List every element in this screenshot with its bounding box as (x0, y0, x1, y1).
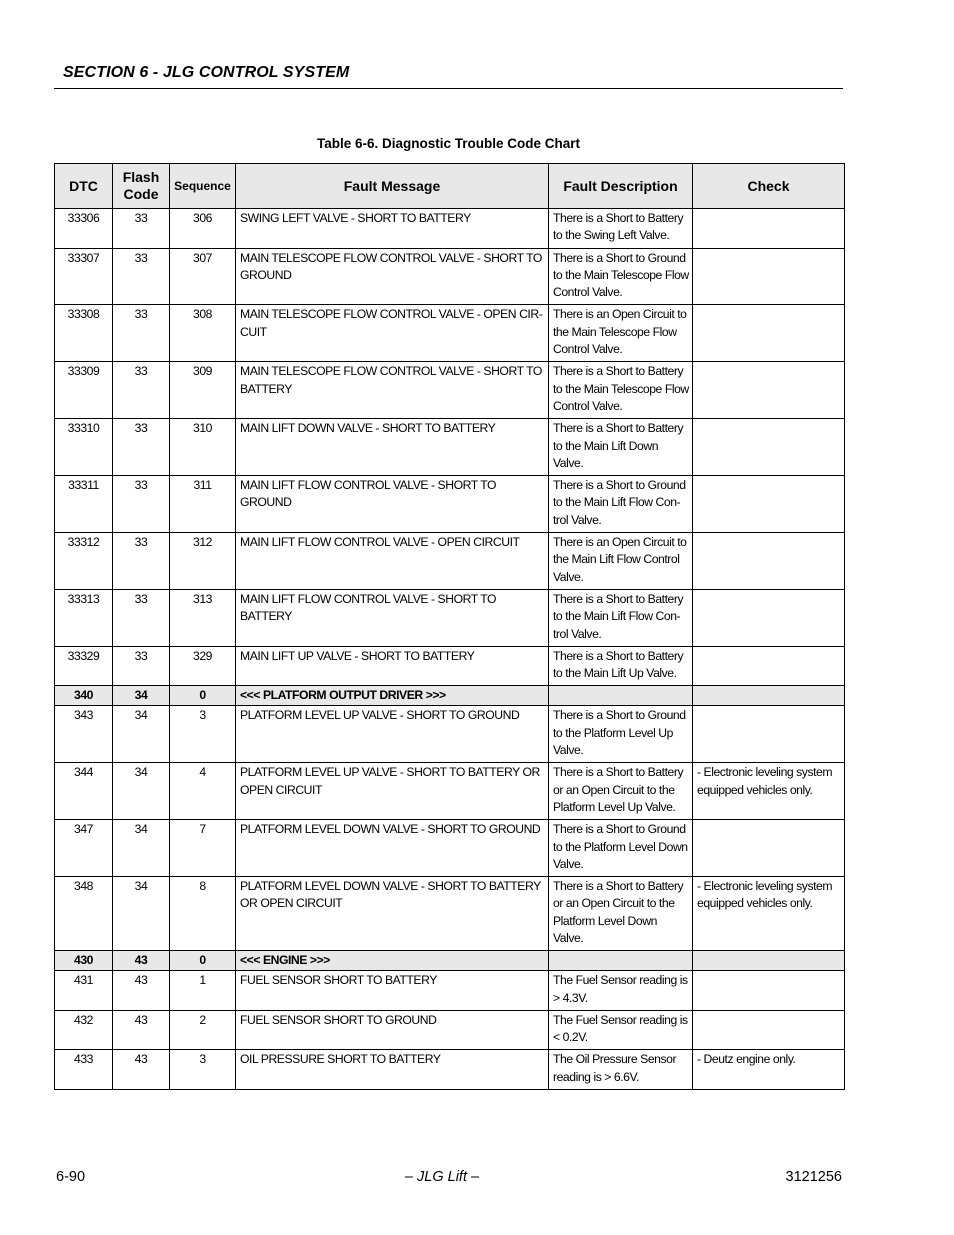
cell-fault-message: PLATFORM LEVEL DOWN VALVE - SHORT TO BATTERY OR OPEN CIRCUIT (236, 877, 549, 951)
cell-sequence: 7 (170, 820, 236, 877)
cell-check (693, 706, 845, 763)
section-header: SECTION 6 - JLG CONTROL SYSTEM (63, 64, 350, 81)
cell-dtc: 33313 (55, 589, 113, 646)
table-row (55, 305, 845, 362)
cell-fault-description (549, 686, 693, 706)
page-number: 6-90 (56, 1169, 86, 1185)
cell-dtc: 340 (55, 686, 113, 706)
table-row (55, 476, 845, 533)
cell-flash-code: 43 (113, 951, 170, 971)
cell-sequence: 2 (170, 1010, 236, 1050)
cell-sequence: 312 (170, 533, 236, 590)
cell-dtc: 343 (55, 706, 113, 763)
cell-flash-code: 34 (113, 877, 170, 951)
column-header-flash-code (113, 164, 170, 209)
cell-flash-code: 33 (113, 533, 170, 590)
cell-check: - Deutz engine only. (693, 1050, 845, 1090)
cell-sequence: 1 (170, 971, 236, 1011)
cell-fault-description: There is a Short to Battery or an Open Circuit to the Platform Level Down Valve. (549, 877, 693, 951)
cell-sequence: 0 (170, 951, 236, 971)
cell-fault-description: There is a Short to Ground to the Platform Level Up Valve. (549, 706, 693, 763)
cell-check (693, 646, 845, 686)
cell-check (693, 820, 845, 877)
cell-dtc: 33307 (55, 248, 113, 305)
cell-fault-description (549, 951, 693, 971)
cell-fault-description: There is a Short to Battery to the Main Lift Flow Con-trol Valve. (549, 589, 693, 646)
cell-fault-message: MAIN TELESCOPE FLOW CONTROL VALVE - SHORT TO BATTERY (236, 362, 549, 419)
cell-flash-code: 43 (113, 1050, 170, 1090)
cell-fault-message: PLATFORM LEVEL UP VALVE - SHORT TO GROUND (236, 706, 549, 763)
cell-flash-code: 33 (113, 209, 170, 249)
table-row (55, 1010, 845, 1050)
table-row (55, 362, 845, 419)
cell-fault-message: SWING LEFT VALVE - SHORT TO BATTERY (236, 209, 549, 249)
cell-flash-code: 33 (113, 362, 170, 419)
cell-fault-message: MAIN TELESCOPE FLOW CONTROL VALVE - OPEN CIR-CUIT (236, 305, 549, 362)
cell-dtc: 33311 (55, 476, 113, 533)
cell-fault-message: OIL PRESSURE SHORT TO BATTERY (236, 1050, 549, 1090)
cell-flash-code: 34 (113, 820, 170, 877)
cell-fault-description: The Fuel Sensor reading is < 0.2V. (549, 1010, 693, 1050)
cell-check (693, 476, 845, 533)
cell-dtc: 432 (55, 1010, 113, 1050)
cell-check (693, 419, 845, 476)
table-row (55, 877, 845, 951)
cell-fault-message: FUEL SENSOR SHORT TO GROUND (236, 1010, 549, 1050)
cell-sequence: 310 (170, 419, 236, 476)
table-body (55, 209, 845, 1090)
cell-dtc: 33329 (55, 646, 113, 686)
cell-sequence: 329 (170, 646, 236, 686)
cell-dtc: 430 (55, 951, 113, 971)
cell-fault-message: FUEL SENSOR SHORT TO BATTERY (236, 971, 549, 1011)
cell-fault-description: There is a Short to Battery to the Main Lift Down Valve. (549, 419, 693, 476)
cell-fault-message: <<< ENGINE >>> (236, 951, 549, 971)
cell-check (693, 248, 845, 305)
cell-sequence: 313 (170, 589, 236, 646)
footer-brand: – JLG Lift – (404, 1169, 480, 1185)
flash-header-line2: Code (123, 186, 159, 202)
table-row (55, 209, 845, 249)
table-row (55, 646, 845, 686)
cell-flash-code: 33 (113, 248, 170, 305)
cell-check (693, 951, 845, 971)
table-header-row (55, 164, 845, 209)
cell-fault-description: There is a Short to Ground to the Platform Level Down Valve. (549, 820, 693, 877)
cell-dtc: 348 (55, 877, 113, 951)
cell-flash-code: 43 (113, 971, 170, 1011)
cell-fault-message: MAIN LIFT FLOW CONTROL VALVE - SHORT TO GROUND (236, 476, 549, 533)
table-row (55, 419, 845, 476)
cell-check (693, 686, 845, 706)
table-title: Table 6-6. Diagnostic Trouble Code Chart (316, 136, 581, 151)
cell-sequence: 3 (170, 1050, 236, 1090)
cell-sequence: 3 (170, 706, 236, 763)
cell-sequence: 306 (170, 209, 236, 249)
column-header-fault-message: Fault Message (236, 164, 549, 209)
cell-fault-message: MAIN TELESCOPE FLOW CONTROL VALVE - SHORT TO GROUND (236, 248, 549, 305)
cell-check (693, 589, 845, 646)
cell-flash-code: 33 (113, 305, 170, 362)
cell-flash-code: 43 (113, 1010, 170, 1050)
cell-fault-message: PLATFORM LEVEL UP VALVE - SHORT TO BATTERY OR OPEN CIRCUIT (236, 763, 549, 820)
cell-check: - Electronic leveling system equipped vehicles only. (693, 763, 845, 820)
cell-fault-description: There is a Short to Battery to the Swing Left Valve. (549, 209, 693, 249)
cell-check (693, 209, 845, 249)
cell-dtc: 433 (55, 1050, 113, 1090)
cell-fault-message: MAIN LIFT FLOW CONTROL VALVE - OPEN CIRCUIT (236, 533, 549, 590)
table-row (55, 248, 845, 305)
cell-flash-code: 34 (113, 686, 170, 706)
column-header-check: Check (693, 164, 845, 209)
cell-fault-description: There is a Short to Battery to the Main Lift Up Valve. (549, 646, 693, 686)
cell-check (693, 1010, 845, 1050)
cell-dtc: 33309 (55, 362, 113, 419)
cell-sequence: 8 (170, 877, 236, 951)
table-row (55, 589, 845, 646)
cell-fault-description: There is an Open Circuit to the Main Lift Flow Control Valve. (549, 533, 693, 590)
cell-sequence: 311 (170, 476, 236, 533)
cell-flash-code: 33 (113, 476, 170, 533)
table-row (55, 706, 845, 763)
cell-sequence: 0 (170, 686, 236, 706)
cell-check (693, 533, 845, 590)
cell-fault-message: MAIN LIFT DOWN VALVE - SHORT TO BATTERY (236, 419, 549, 476)
cell-sequence: 309 (170, 362, 236, 419)
cell-dtc: 347 (55, 820, 113, 877)
cell-dtc: 33310 (55, 419, 113, 476)
table-row (55, 533, 845, 590)
cell-sequence: 308 (170, 305, 236, 362)
cell-flash-code: 33 (113, 419, 170, 476)
cell-fault-description: The Fuel Sensor reading is > 4.3V. (549, 971, 693, 1011)
cell-check (693, 971, 845, 1011)
cell-fault-message: PLATFORM LEVEL DOWN VALVE - SHORT TO GROUND (236, 820, 549, 877)
cell-check (693, 305, 845, 362)
table-row (55, 763, 845, 820)
column-header-fault-description: Fault Description (549, 164, 693, 209)
cell-fault-description: The Oil Pressure Sensor reading is > 6.6V. (549, 1050, 693, 1090)
cell-flash-code: 34 (113, 763, 170, 820)
cell-dtc: 431 (55, 971, 113, 1011)
cell-dtc: 33312 (55, 533, 113, 590)
cell-dtc: 33306 (55, 209, 113, 249)
table-row (55, 820, 845, 877)
cell-sequence: 4 (170, 763, 236, 820)
column-header-sequence: Sequence (170, 164, 236, 209)
document-number: 3121256 (785, 1169, 842, 1185)
cell-check: - Electronic leveling system equipped vehicles only. (693, 877, 845, 951)
cell-fault-description: There is an Open Circuit to the Main Telescope Flow Control Valve. (549, 305, 693, 362)
header-divider (54, 88, 843, 89)
diagnostic-trouble-code-table (54, 163, 845, 1090)
cell-dtc: 344 (55, 763, 113, 820)
cell-sequence: 307 (170, 248, 236, 305)
column-header-dtc: DTC (55, 164, 113, 209)
cell-fault-description: There is a Short to Battery to the Main Telescope Flow Control Valve. (549, 362, 693, 419)
table-row (55, 971, 845, 1011)
cell-fault-message: <<< PLATFORM OUTPUT DRIVER >>> (236, 686, 549, 706)
cell-dtc: 33308 (55, 305, 113, 362)
cell-fault-description: There is a Short to Ground to the Main Lift Flow Con-trol Valve. (549, 476, 693, 533)
table-group-row (55, 686, 845, 706)
cell-flash-code: 33 (113, 589, 170, 646)
cell-fault-message: MAIN LIFT FLOW CONTROL VALVE - SHORT TO BATTERY (236, 589, 549, 646)
table-group-row (55, 951, 845, 971)
cell-fault-description: There is a Short to Battery or an Open Circuit to the Platform Level Up Valve. (549, 763, 693, 820)
cell-fault-description: There is a Short to Ground to the Main Telescope Flow Control Valve. (549, 248, 693, 305)
cell-check (693, 362, 845, 419)
flash-header-line1: Flash (122, 169, 160, 185)
cell-fault-message: MAIN LIFT UP VALVE - SHORT TO BATTERY (236, 646, 549, 686)
cell-flash-code: 33 (113, 646, 170, 686)
table-row (55, 1050, 845, 1090)
cell-flash-code: 34 (113, 706, 170, 763)
